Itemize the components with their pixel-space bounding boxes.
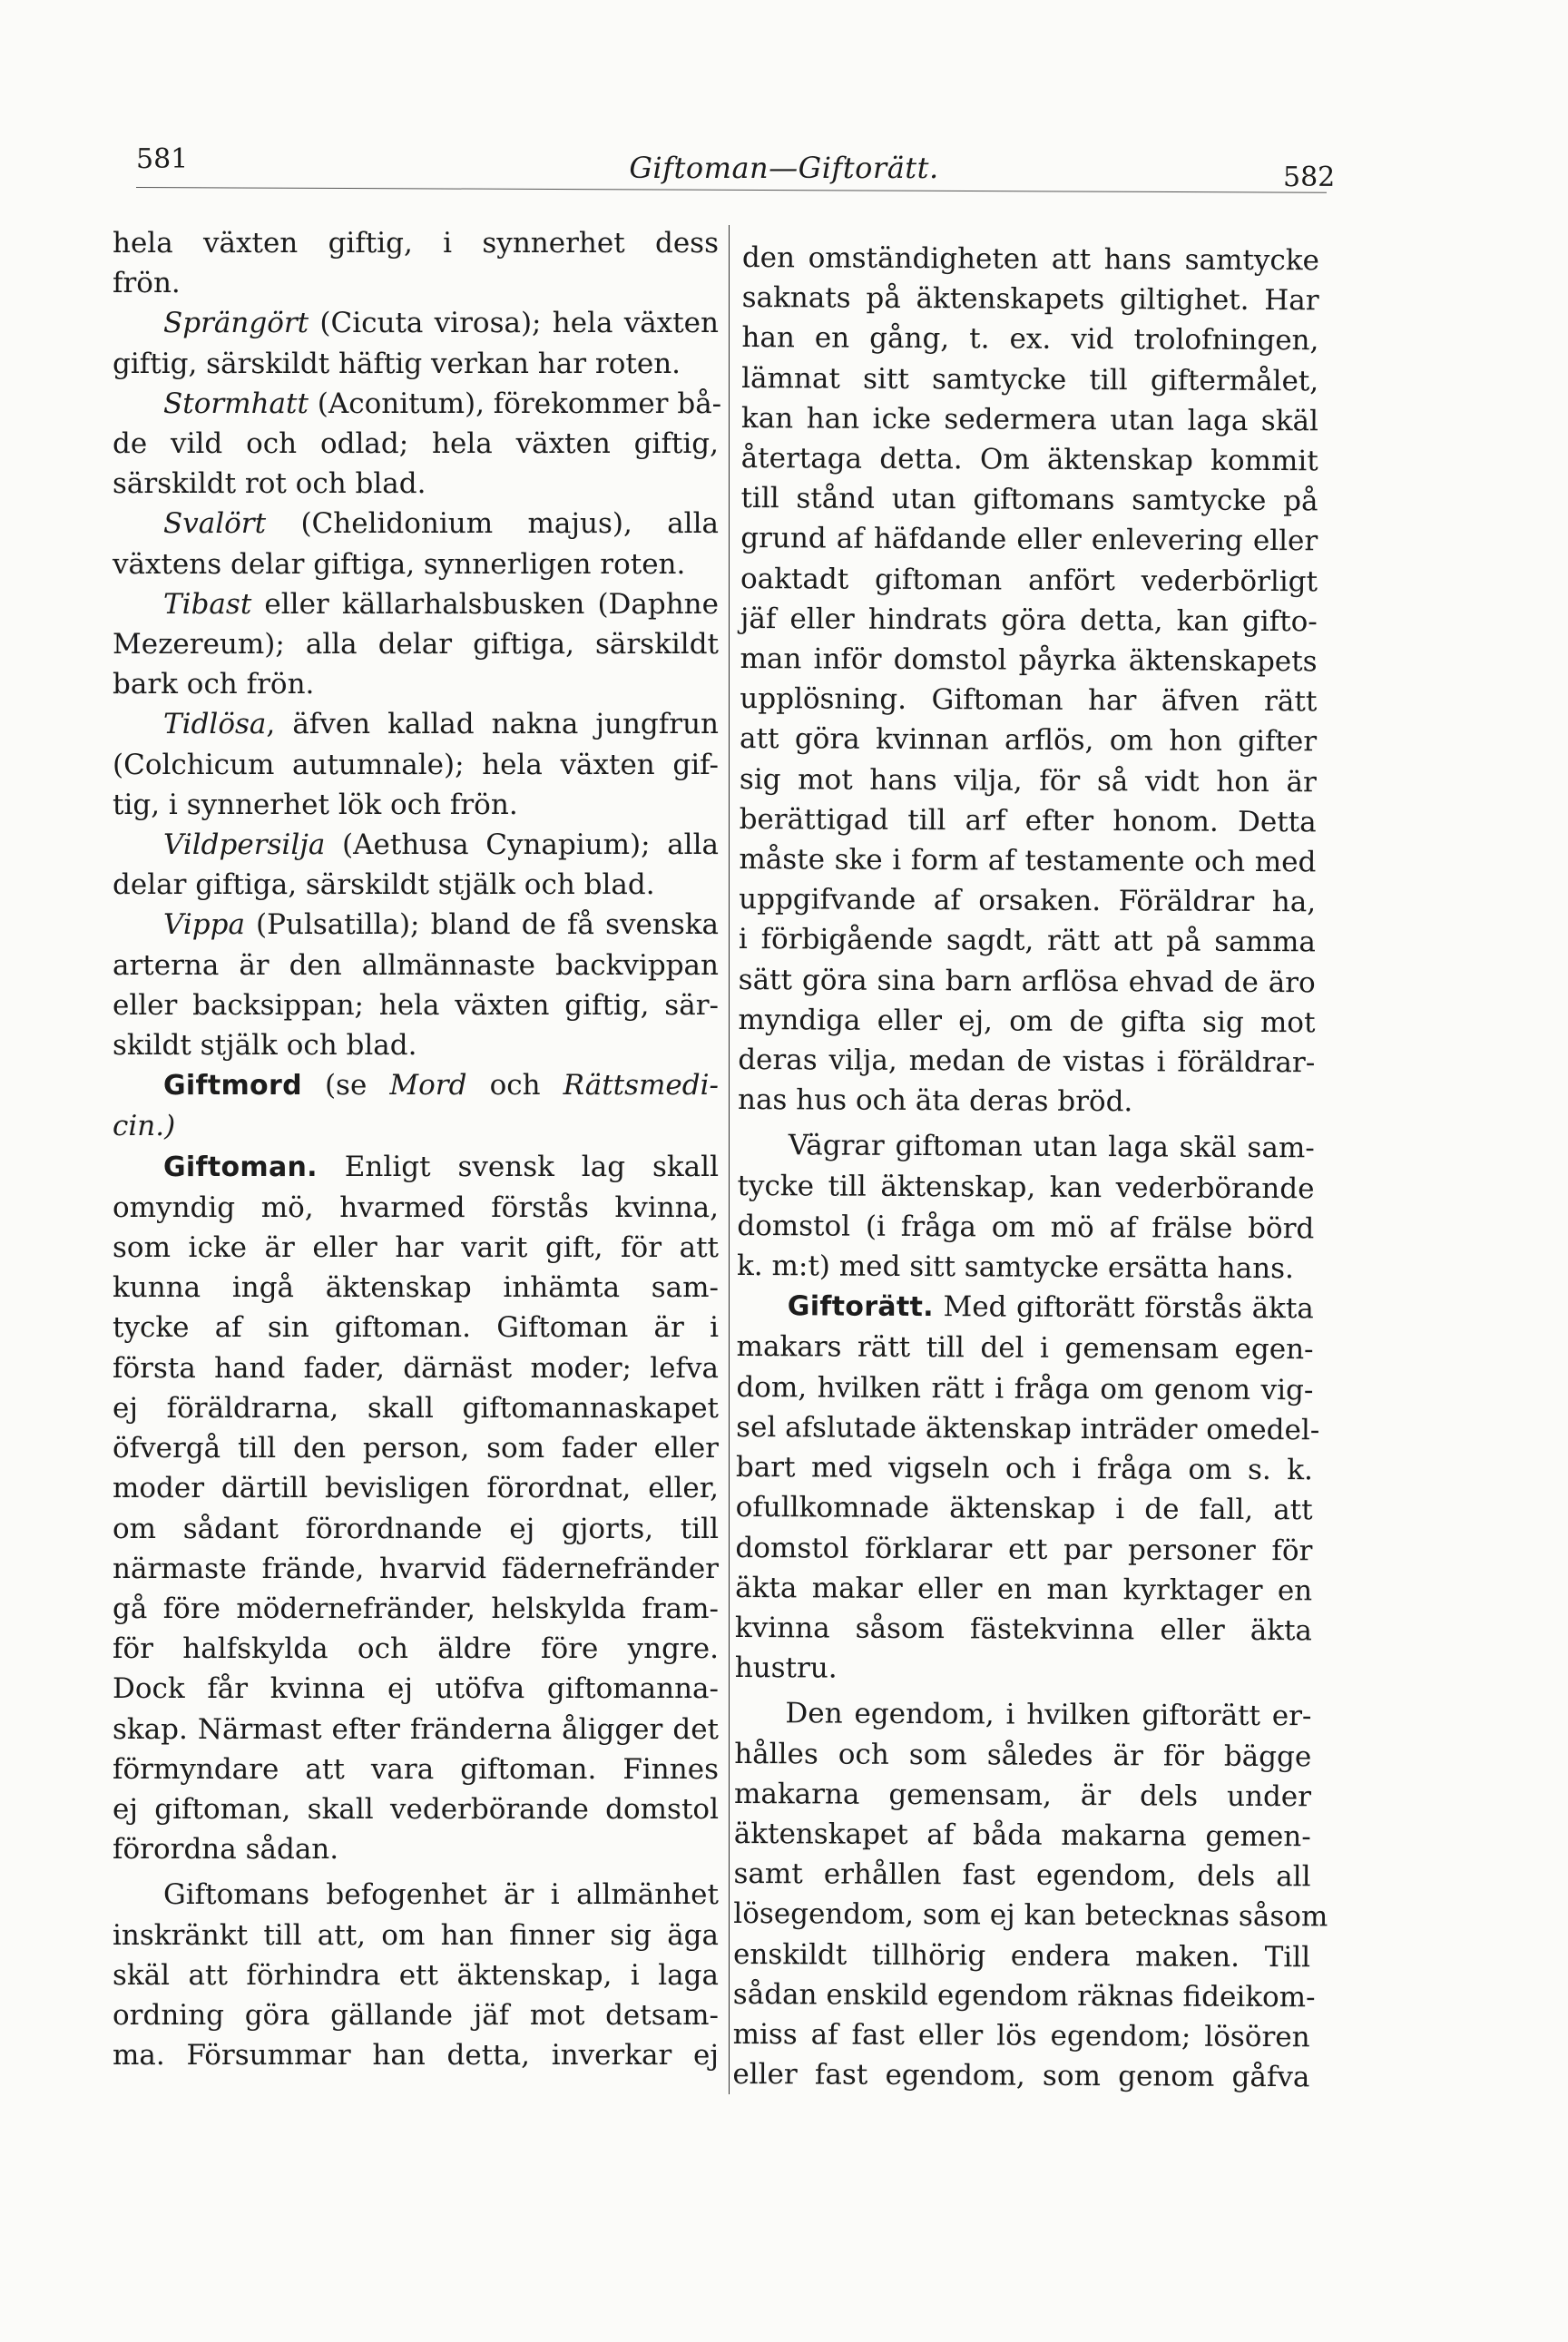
text-line: hålles och som således är för bägge — [734, 1737, 1312, 1773]
term-svalort: Svalört — [163, 507, 267, 541]
text-line: sådan enskild egendom räknas fideikom- — [732, 1977, 1316, 2014]
headword-giftoman: Giftoman. — [163, 1151, 318, 1183]
text-line: ma. Försummar han detta, inverkar ej — [113, 2039, 719, 2073]
text-line: frön. — [113, 267, 181, 300]
text-line: de vild och odlad; hela växten giftig, — [113, 427, 719, 461]
text-line: skap. Närmast efter fränderna åligger det — [113, 1712, 719, 1746]
entry-stormhatt: Stormhatt (Aconitum), förekommer bå- — [163, 387, 722, 420]
text-line: lämnat sitt samtycke till giftermålet, — [741, 361, 1319, 397]
text-line: giftig, särskildt häftig verkan har roten. — [113, 347, 681, 380]
text-line: växtens delar giftiga, synnerligen roten. — [113, 547, 686, 581]
entry-sprangort: Sprängört (Cicuta virosa); hela växten — [163, 307, 719, 340]
text-line: sätt göra sina barn arflösa ehvad de äro — [738, 963, 1316, 999]
text-line: oaktadt giftoman anfört vederbörligt — [740, 562, 1318, 598]
text-line: Giftomans befogenhet är i allmänhet — [163, 1878, 719, 1912]
text-line: han en gång, t. ex. vid trolofningen, — [741, 321, 1319, 358]
text-line: Dock får kvinna ej utöfva giftomanna- — [113, 1672, 719, 1706]
text-line: inskränkt till att, om han finner sig äga — [113, 1918, 719, 1952]
headword-giftoratt: Giftorätt. — [787, 1290, 934, 1324]
text-line: nas hus och äta deras bröd. — [737, 1083, 1133, 1119]
text-line: makarna gemensam, är dels under — [733, 1777, 1312, 1814]
entry-vildpersilja: Vildpersilja (Aethusa Cynapium); alla — [163, 828, 719, 862]
entry-giftoman: Giftoman. Enligt svensk lag skall — [163, 1150, 719, 1183]
text-line: omyndig mö, hvarmed förstås kvinna, — [113, 1191, 719, 1224]
text-line: Vägrar giftoman utan laga skäl sam- — [788, 1129, 1315, 1165]
text-line: äkta makar eller en man kyrktager en — [735, 1571, 1313, 1608]
text-line: lösegendom, som ej kan betecknas såsom — [733, 1897, 1328, 1934]
text-line: ej föräldrarna, skall giftomannaskapet — [113, 1391, 719, 1425]
text-line: för halfskylda och äldre före yngre. — [113, 1632, 719, 1666]
column-divider — [729, 225, 730, 2094]
text-line: moder därtill bevisligen förordnat, eller, — [113, 1472, 719, 1505]
header-rule — [136, 187, 1327, 193]
text-line: myndiga eller ej, om de gifta sig mot — [738, 1003, 1316, 1040]
left-column — [113, 223, 722, 2075]
text-line: uppgifvande af orsaken. Föräldrar ha, — [739, 883, 1317, 919]
text-line: den omständigheten att hans samtycke — [741, 240, 1319, 278]
entry-giftoratt: Giftorätt. Med giftorätt förstås äkta — [787, 1290, 1314, 1326]
text-line: ej giftoman, skall vederbörande domstol — [113, 1792, 719, 1826]
text-line: kunna ingå äktenskap inhämta sam- — [113, 1271, 719, 1305]
text-line: tycke af sin giftoman. Giftoman är i — [113, 1311, 719, 1345]
cross-reference-rattsmedicin: Rättsmedi- — [563, 1069, 719, 1102]
text-line: hela växten giftig, i synnerhet dess — [113, 227, 719, 260]
right-column — [732, 238, 1328, 2098]
text-line: måste ske i form af testamente och med — [739, 843, 1317, 879]
text-line: till stånd utan giftomans samtycke på — [740, 482, 1318, 518]
term-vildpersilja: Vildpersilja — [163, 828, 326, 862]
text-line: deras vilja, medan de vistas i föräldrar- — [738, 1044, 1316, 1080]
text-line: delar giftiga, särskildt stjälk och blad. — [113, 868, 655, 902]
text-line: förordna sådan. — [113, 1833, 339, 1867]
text-line: arterna är den allmännaste backvippan — [113, 948, 719, 982]
text-line: sel afslutade äktenskap inträder omedel- — [736, 1410, 1320, 1447]
page-number-left: 581 — [136, 143, 189, 175]
text-line: dom, hvilken rätt i fråga om genom vig- — [736, 1370, 1314, 1406]
text-line: cin.) — [113, 1110, 176, 1143]
term-vippa: Vippa — [163, 908, 245, 942]
entry-tibast: Tibast eller källarhalsbusken (Daphne — [163, 587, 719, 621]
text-line: k. m:t) med sitt samtycke ersätta hans. — [736, 1249, 1295, 1286]
text-line: makars rätt till del i gemensam egen- — [736, 1330, 1314, 1367]
text-line: bark och frön. — [113, 668, 315, 701]
text-line: första hand fader, därnäst moder; lefva — [113, 1351, 719, 1385]
text-line: eller fast egendom, som genom gåfva — [732, 2058, 1310, 2094]
text-line: enskildt tillhörig endera maken. Till — [733, 1937, 1311, 1974]
text-line: återtaga detta. Om äktenskap kommit — [740, 442, 1318, 478]
entry-svalort: Svalört (Chelidonium majus), alla — [163, 507, 719, 541]
text-line: upplösning. Giftoman har äfven rätt — [740, 682, 1318, 719]
text-line: hustru. — [734, 1651, 838, 1685]
text-line: tycke till äktenskap, kan vederbörande — [737, 1169, 1315, 1205]
text-line: närmaste frände, hvarvid fädernefränder — [113, 1552, 719, 1585]
text-line: om sådant förordnande ej gjorts, till — [113, 1512, 719, 1545]
text-line: att göra kvinnan arflös, om hon gifter — [740, 722, 1318, 759]
text-line: (Colchicum autumnale); hela växten gif- — [113, 748, 719, 781]
text-line: ofullkomnade äktenskap i de fall, att — [735, 1491, 1313, 1527]
text-line: samt erhållen fast egendom, dels all — [733, 1857, 1311, 1894]
page-header — [0, 0, 1568, 209]
text-line: grund af häfdande eller enlevering eller — [740, 522, 1318, 558]
text-line: sig mot hans vilja, för så vidt hon är — [739, 762, 1317, 799]
text-line: i förbigående sagdt, rätt att på samma — [738, 923, 1317, 959]
term-stormhatt: Stormhatt — [163, 387, 309, 420]
text-line: man inför domstol påyrka äktenskapets — [740, 642, 1318, 679]
text-line: saknats på äktenskapets giltighet. Har — [741, 281, 1319, 318]
text-line: skildt stjälk och blad. — [113, 1029, 417, 1063]
text-line: eller backsippan; hela växten giftig, sär- — [113, 988, 719, 1022]
text-line: kan han icke sedermera utan laga skäl — [740, 401, 1319, 438]
text-line: särskildt rot och blad. — [113, 467, 426, 501]
term-sprangort: Sprängört — [163, 307, 309, 340]
entry-giftmord: Giftmord (se Mord och Rättsmedi- — [163, 1069, 719, 1102]
text-line: jäf eller hindrats göra detta, kan gifto- — [740, 602, 1318, 639]
text-line: domstol förklarar ett par personer för — [735, 1531, 1313, 1567]
text-line: som icke är eller har varit gift, för att — [113, 1231, 719, 1265]
cross-reference-mord: Mord — [389, 1069, 467, 1102]
text-line: Den egendom, i hvilken giftorätt er- — [785, 1697, 1312, 1733]
text-line: Mezereum); alla delar giftiga, särskildt — [113, 628, 719, 661]
text-line: kvinna såsom fästekvinna eller äkta — [734, 1611, 1313, 1648]
page-number-right: 582 — [1283, 162, 1336, 193]
headword-giftmord: Giftmord — [163, 1070, 302, 1102]
text-line: tig, i synnerhet lök och frön. — [113, 788, 518, 821]
entry-tidlosa: Tidlösa, äfven kallad nakna jungfrun — [163, 708, 719, 741]
term-tidlosa: Tidlösa — [163, 708, 267, 741]
text-line: förmyndare att vara giftoman. Finnes — [113, 1752, 719, 1786]
text-line: domstol (i fråga om mö af frälse börd — [737, 1209, 1315, 1246]
text-line: berättigad till arf efter honom. Detta — [739, 802, 1317, 839]
entry-vippa: Vippa (Pulsatilla); bland de få svenska — [163, 908, 719, 942]
text-line: gå före mödernefränder, helskylda fram- — [113, 1592, 719, 1625]
text-line: äktenskapet af båda makarna gemen- — [733, 1817, 1311, 1854]
text-line: bart med vigseln och i fråga om s. k. — [735, 1451, 1313, 1487]
running-title: Giftoman—Giftorätt. — [629, 151, 939, 185]
text-line: skäl att förhindra ett äktenskap, i laga — [113, 1958, 719, 1992]
text-line: miss af fast eller lös egendom; lösören — [732, 2017, 1310, 2054]
text-line: öfvergå till den person, som fader eller — [113, 1432, 719, 1465]
term-tibast: Tibast — [163, 587, 252, 621]
text-line: ordning göra gällande jäf mot detsam- — [113, 1998, 719, 2032]
